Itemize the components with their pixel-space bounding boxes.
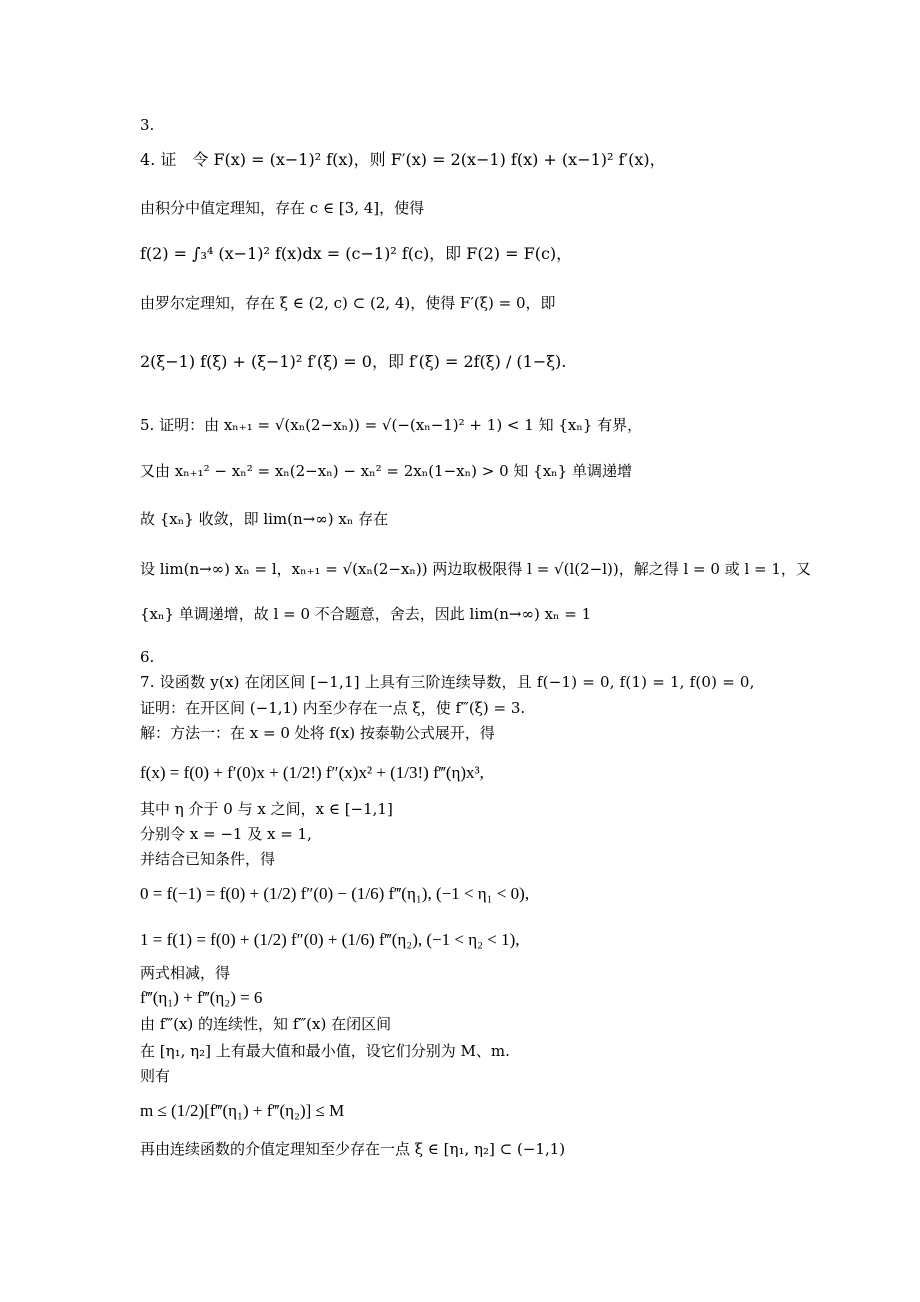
line-method-one: 解：方法一：在 x = 0 处将 f(x) 按泰勒公式展开，得	[140, 724, 495, 742]
line-eta-between: 其中 η 介于 0 与 x 之间，x ∈ [−1,1]	[140, 800, 393, 818]
line-substitute-x: 分别令 x = −1 及 x = 1,	[140, 825, 312, 843]
line-intermediate-value: 再由连续函数的介值定理知至少存在一点 ξ ∈ [η₁, η₂] ⊂ (−1,1)	[140, 1140, 566, 1158]
line-continuity: 由 f‴(x) 的连续性，知 f‴(x) 在闭区间	[140, 1015, 392, 1033]
line-sum-equals-six: f‴(η₁) + f‴(η₂) = 6	[140, 988, 263, 1007]
line-integral-mean-value: 由积分中值定理知，存在 c ∈ [3, 4]，使得	[140, 199, 425, 217]
line-taylor-expansion: f(x) = f(0) + f′(0)x + (1/2!) f″(x)x² + (1/3!) f‴(η)x³,	[140, 763, 484, 782]
line-problem-7-prove: 证明：在开区间 (−1,1) 内至少存在一点 ξ，使 f‴(ξ) = 3.	[140, 699, 526, 717]
line-subtract: 两式相减，得	[140, 964, 231, 982]
line-f2-integral: f(2) = ∫₃⁴ (x−1)² f(x)dx = (c−1)² f(c)，即 F(2) = F(c)，	[140, 244, 573, 263]
line-equation-minus-one: 0 = f(−1) = f(0) + (1/2) f″(0) − (1/6) f‴(η₁), (−1 < η₁ < 0),	[140, 884, 530, 903]
line-inequality: m ≤ (1/2)[f‴(η₁) + f‴(η₂)] ≤ M	[140, 1101, 345, 1120]
line-monotonic: 又由 xₙ₊₁² − xₙ² = xₙ(2−xₙ) − xₙ² = 2xₙ(1−xₙ) > 0 知 {xₙ} 单调递增	[140, 462, 632, 480]
line-limit-equation: 设 lim(n→∞) xₙ = l，xₙ₊₁ = √(xₙ(2−xₙ)) 两边取极限得 l = √(l(2−l))，解之得 l = 0 或 l = 1，又	[140, 560, 811, 578]
line-then: 则有	[140, 1067, 171, 1085]
line-problem-4-definition: 4. 证 令 F(x) = (x−1)² f(x)，则 F′(x) = 2(x−1) f(x) + (x−1)² f′(x)，	[140, 150, 666, 169]
line-limit-result: {xₙ} 单调递增，故 l = 0 不合题意，舍去，因此 lim(n→∞) xₙ = 1	[140, 605, 592, 623]
line-max-min: 在 [η₁, η₂] 上有最大值和最小值，设它们分别为 M、m.	[140, 1042, 510, 1060]
line-6-label: 6.	[140, 648, 155, 666]
line-derivative-result: 2(ξ−1) f(ξ) + (ξ−1)² f′(ξ) = 0，即 f′(ξ) = 2f(ξ) / (1−ξ).	[140, 352, 567, 371]
line-problem-5-bounded: 5. 证明：由 xₙ₊₁ = √(xₙ(2−xₙ)) = √(−(xₙ−1)² + 1) < 1 知 {xₙ} 有界，	[140, 416, 643, 434]
line-problem-7-statement: 7. 设函数 y(x) 在闭区间 [−1,1] 上具有三阶连续导数，且 f(−1) = 0, f(1) = 1, f(0) = 0,	[140, 673, 755, 691]
line-convergent: 故 {xₙ} 收敛，即 lim(n→∞) xₙ 存在	[140, 510, 389, 528]
line-combine-conditions: 并结合已知条件，得	[140, 850, 276, 868]
line-rolle-theorem: 由罗尔定理知，存在 ξ ∈ (2, c) ⊂ (2, 4)，使得 F′(ξ) = 0，即	[140, 294, 556, 312]
line-equation-one: 1 = f(1) = f(0) + (1/2) f″(0) + (1/6) f‴(η₂), (−1 < η₂ < 1),	[140, 930, 520, 949]
line-3-label: 3.	[140, 116, 155, 134]
